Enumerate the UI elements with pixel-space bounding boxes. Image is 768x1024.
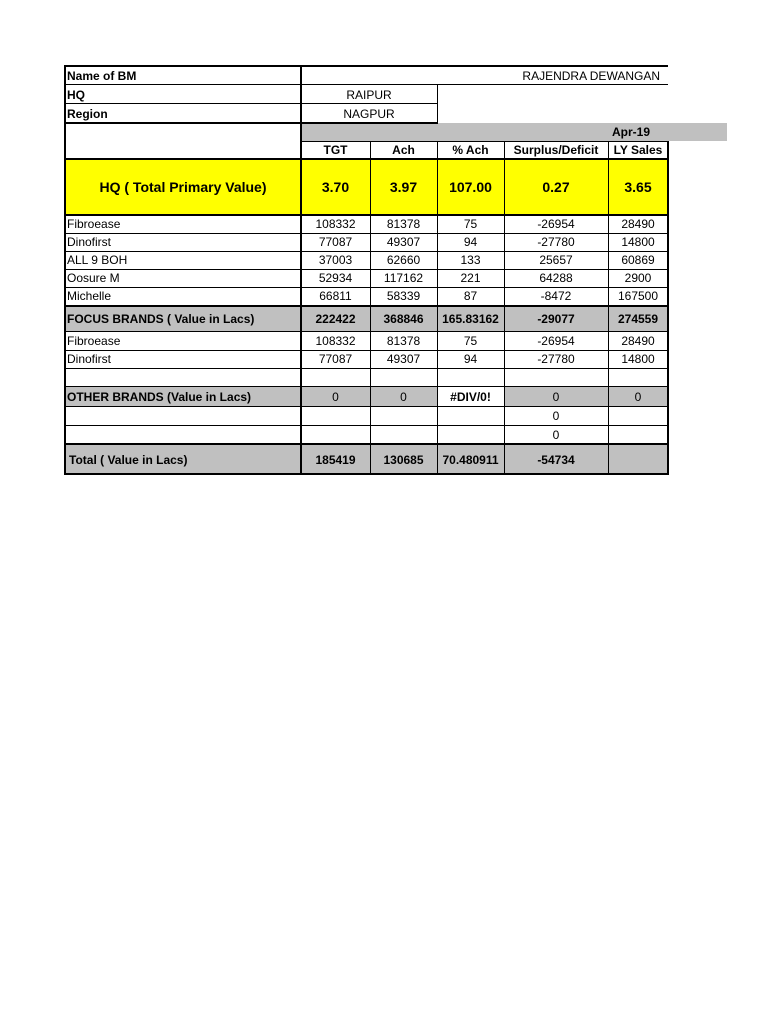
other-row-ach: 81378: [386, 334, 421, 348]
other-row-name: [65, 368, 301, 386]
focus-row-pct-ach: 94: [463, 235, 478, 249]
other-row-ach: 49307: [386, 352, 421, 366]
grid-line: [64, 251, 668, 252]
grid-line: [370, 141, 371, 475]
focus-row-tgt: 66811: [319, 289, 352, 303]
grid-line: [64, 122, 438, 124]
hq-label: HQ: [67, 87, 85, 102]
hq-total-ach: 3.97: [370, 159, 437, 215]
focus-total-label: FOCUS BRANDS ( Value in Lacs): [65, 307, 301, 331]
focus-row-surplus-deficit: 25657: [539, 253, 573, 267]
grid-line: [64, 443, 668, 445]
grid-line: [64, 331, 668, 332]
focus-total-tgt: 222422: [301, 307, 370, 331]
focus-row-surplus-deficit: 64288: [539, 271, 573, 285]
other-row-tgt: 77087: [318, 352, 353, 366]
focus-row-tgt: 77087: [318, 235, 353, 249]
focus-row-name: ALL 9 BOH: [67, 253, 128, 267]
focus-row-surplus-deficit: -8472: [540, 289, 572, 303]
focus-row-surplus-deficit: -27780: [537, 235, 575, 249]
other-total-tgt: 0: [301, 387, 370, 406]
focus-row-ach: 58339: [386, 289, 421, 303]
focus-row-ly-sales: 2900: [624, 271, 652, 285]
focus-row-name: Michelle: [67, 289, 112, 303]
grid-line: [64, 103, 438, 104]
month-header: Apr-19: [301, 123, 727, 141]
other-total-surplus-deficit: 0: [504, 387, 608, 406]
grand-total-ach: 130685: [370, 445, 437, 474]
grid-line: [64, 269, 668, 270]
grand-total-label: Total ( Value in Lacs): [65, 445, 301, 474]
focus-total-pct-ach: 165.83162: [437, 307, 504, 331]
grid-line: [437, 141, 438, 475]
grid-line: [64, 84, 668, 85]
grid-line: [300, 65, 302, 475]
focus-row-pct-ach: 221: [460, 271, 481, 285]
col-header-pct-ach: % Ach: [452, 143, 489, 157]
grid-line: [64, 368, 668, 369]
focus-row-pct-ach: 75: [463, 217, 478, 231]
other-row-name: Fibroease: [67, 334, 121, 348]
grid-line: [64, 65, 668, 67]
focus-row-pct-ach: 133: [460, 253, 481, 267]
grid-line: [437, 85, 438, 124]
focus-total-ly-sales: 274559: [608, 307, 668, 331]
grid-line: [64, 473, 668, 475]
region-label: Region: [67, 106, 108, 121]
hq-value: RAIPUR: [346, 87, 392, 102]
bm-label: Name of BM: [67, 68, 137, 83]
grid-line: [667, 141, 669, 475]
other-total-ach: 0: [370, 387, 437, 406]
grid-line: [64, 158, 668, 160]
region-value: NAGPUR: [343, 106, 395, 121]
grid-line: [64, 214, 668, 216]
grid-line: [301, 141, 668, 142]
focus-row-ach: 117162: [383, 271, 424, 285]
focus-row-tgt: 108332: [315, 217, 356, 231]
grid-line: [64, 350, 668, 351]
focus-row-ach: 62660: [386, 253, 421, 267]
blank-row-surplus-deficit: 0: [552, 408, 560, 423]
focus-row-ach: 49307: [386, 235, 421, 249]
grand-total-surplus-deficit: -54734: [504, 445, 608, 474]
other-row-pct-ach: 75: [463, 334, 478, 348]
grid-line: [64, 406, 668, 407]
grid-line: [64, 287, 668, 288]
focus-row-ly-sales: 167500: [617, 289, 659, 303]
blank-row-surplus-deficit: 0: [552, 427, 560, 442]
focus-row-ach: 81378: [386, 217, 421, 231]
grid-line: [608, 141, 609, 475]
other-total-pct-ach: #DIV/0!: [450, 389, 491, 404]
grid-line: [64, 425, 668, 426]
other-row-tgt: 108332: [315, 334, 356, 348]
col-header-ach: Ach: [392, 143, 415, 157]
hq-total-tgt: 3.70: [301, 159, 370, 215]
other-row-pct-ach: 94: [463, 352, 478, 366]
grid-line: [64, 305, 668, 307]
focus-row-name: Dinofirst: [67, 235, 112, 249]
focus-row-name: Fibroease: [67, 217, 121, 231]
other-row-ly-sales: 14800: [621, 352, 655, 366]
hq-total-surplus-deficit: 0.27: [504, 159, 608, 215]
grand-total-pct-ach: 70.480911: [437, 445, 504, 474]
focus-row-ly-sales: 14800: [621, 235, 655, 249]
grand-total-ly-sales: [608, 445, 668, 474]
focus-row-ly-sales: 28490: [621, 217, 655, 231]
col-header-ly-sales: LY Sales: [613, 143, 663, 157]
focus-row-name: Oosure M: [67, 271, 120, 285]
focus-total-ach: 368846: [370, 307, 437, 331]
focus-row-ly-sales: 60869: [621, 253, 655, 267]
other-row-surplus-deficit: -26954: [537, 334, 575, 348]
focus-row-surplus-deficit: -26954: [537, 217, 575, 231]
other-total-ly-sales: 0: [608, 387, 668, 406]
focus-row-tgt: 52934: [318, 271, 353, 285]
hq-total-pct-ach: 107.00: [437, 159, 504, 215]
focus-row-tgt: 37003: [318, 253, 353, 267]
grand-total-tgt: 185419: [301, 445, 370, 474]
hq-total-label: HQ ( Total Primary Value): [65, 159, 301, 215]
grid-line: [64, 386, 668, 387]
grid-line: [64, 65, 66, 475]
col-header-tgt: TGT: [323, 143, 348, 157]
other-row-ly-sales: 28490: [621, 334, 655, 348]
grid-line: [504, 141, 505, 475]
bm-value: RAJENDRA DEWANGAN: [522, 68, 660, 83]
other-row-name: Dinofirst: [67, 352, 112, 366]
focus-row-pct-ach: 87: [463, 289, 478, 303]
grid-line: [64, 233, 668, 234]
col-header-surplus-deficit: Surplus/Deficit: [513, 143, 599, 157]
other-row-surplus-deficit: -27780: [537, 352, 575, 366]
hq-total-ly-sales: 3.65: [608, 159, 668, 215]
focus-total-surplus-deficit: -29077: [504, 307, 608, 331]
other-total-label: OTHER BRANDS (Value in Lacs): [65, 387, 301, 406]
